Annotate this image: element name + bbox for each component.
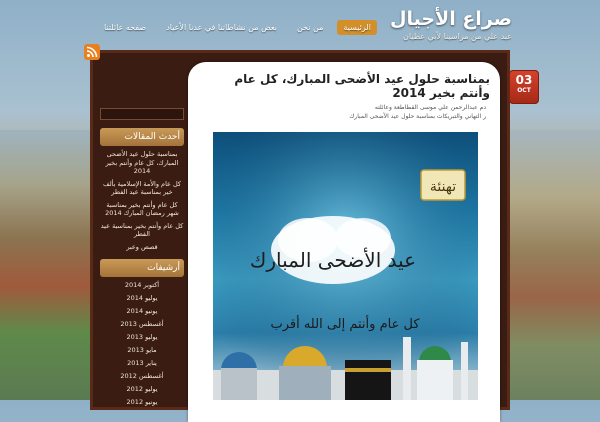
archives-title: أرشيفات [100,259,184,277]
post-date-day: 03 [515,73,533,87]
recent-posts-title: أحدث المقالات [100,128,184,146]
nav-item-activities[interactable]: بعض من نشاطاتنا في عدنا الأعياد [166,23,277,32]
main-nav [98,20,377,35]
post-excerpt [226,103,486,121]
eid-greeting-image[interactable] [213,132,478,400]
search-input[interactable] [100,108,184,120]
rss-icon[interactable] [84,44,100,60]
archive-link[interactable]: يوليو 2013 [126,333,158,341]
recent-post-link[interactable]: كل عام وأنتم بخير بمناسبة عيد الفطر [100,221,184,238]
background-landscape-right [508,130,600,400]
sidebar [100,108,184,411]
archive-link[interactable]: يناير 2013 [127,359,157,367]
site-description: عبد علي من مراسينا لأبي عطيان [403,32,512,41]
post-date-badge [509,70,539,104]
archive-link[interactable]: مايو 2013 [127,346,157,354]
site-title[interactable]: صراع الأجيال [389,8,512,30]
eid-subtitle-calligraphy: كل عام وأنتم إلى الله أقرب [270,317,420,332]
recent-posts-list [100,150,184,251]
eid-main-calligraphy: عيد الأضحى المبارك [249,248,417,272]
background-landscape-left [0,130,95,400]
post-excerpt-line: دم عبدالرحمن علي موسى القطاطعة وعائلته [374,104,486,111]
eid-greeting-artwork [213,132,478,400]
recent-post-link[interactable]: كل عام وأنتم بخير بمناسبة شهر رمضان المبارك 2014 [105,200,179,217]
post-date-month: OCT [517,87,531,94]
archive-link[interactable]: أغسطس 2012 [120,372,164,380]
nav-item-about[interactable]: من نحن [296,23,324,32]
archives-list [100,281,184,407]
recent-post-link[interactable]: قصص وعبر [126,242,158,251]
archive-link[interactable]: أغسطس 2013 [120,320,164,328]
post-title[interactable]: بمناسبة حلول عيد الأضحى المبارك، كل عام وأنتم بخير 2014 [234,72,490,100]
greeting-label: تهنئة [429,179,457,195]
kaaba-shape [345,360,391,400]
nav-item-family[interactable]: صفحه عائلتنا [104,23,147,32]
archive-link[interactable]: أكتوبر 2014 [124,281,160,289]
nav-item-home[interactable]: الرئيسية [337,20,377,35]
recent-post-link[interactable]: كل عام والأمة الإسلامية بألف خير بمناسبة عيد الفطر [102,179,182,196]
post-excerpt-line: ر التهاني والتبريكات بمناسبة حلول عيد الأضحى المبارك [349,113,486,120]
recent-post-link[interactable]: بمناسبة حلول عيد الأضحى المبارك، كل عام وأنتم بخير 2014 [105,150,179,175]
archive-link[interactable]: يونيو 2012 [126,398,158,406]
archive-link[interactable]: يوليو 2014 [126,294,158,302]
archive-link[interactable]: يوليو 2012 [126,385,158,393]
archive-link[interactable]: يونيو 2014 [126,307,158,315]
